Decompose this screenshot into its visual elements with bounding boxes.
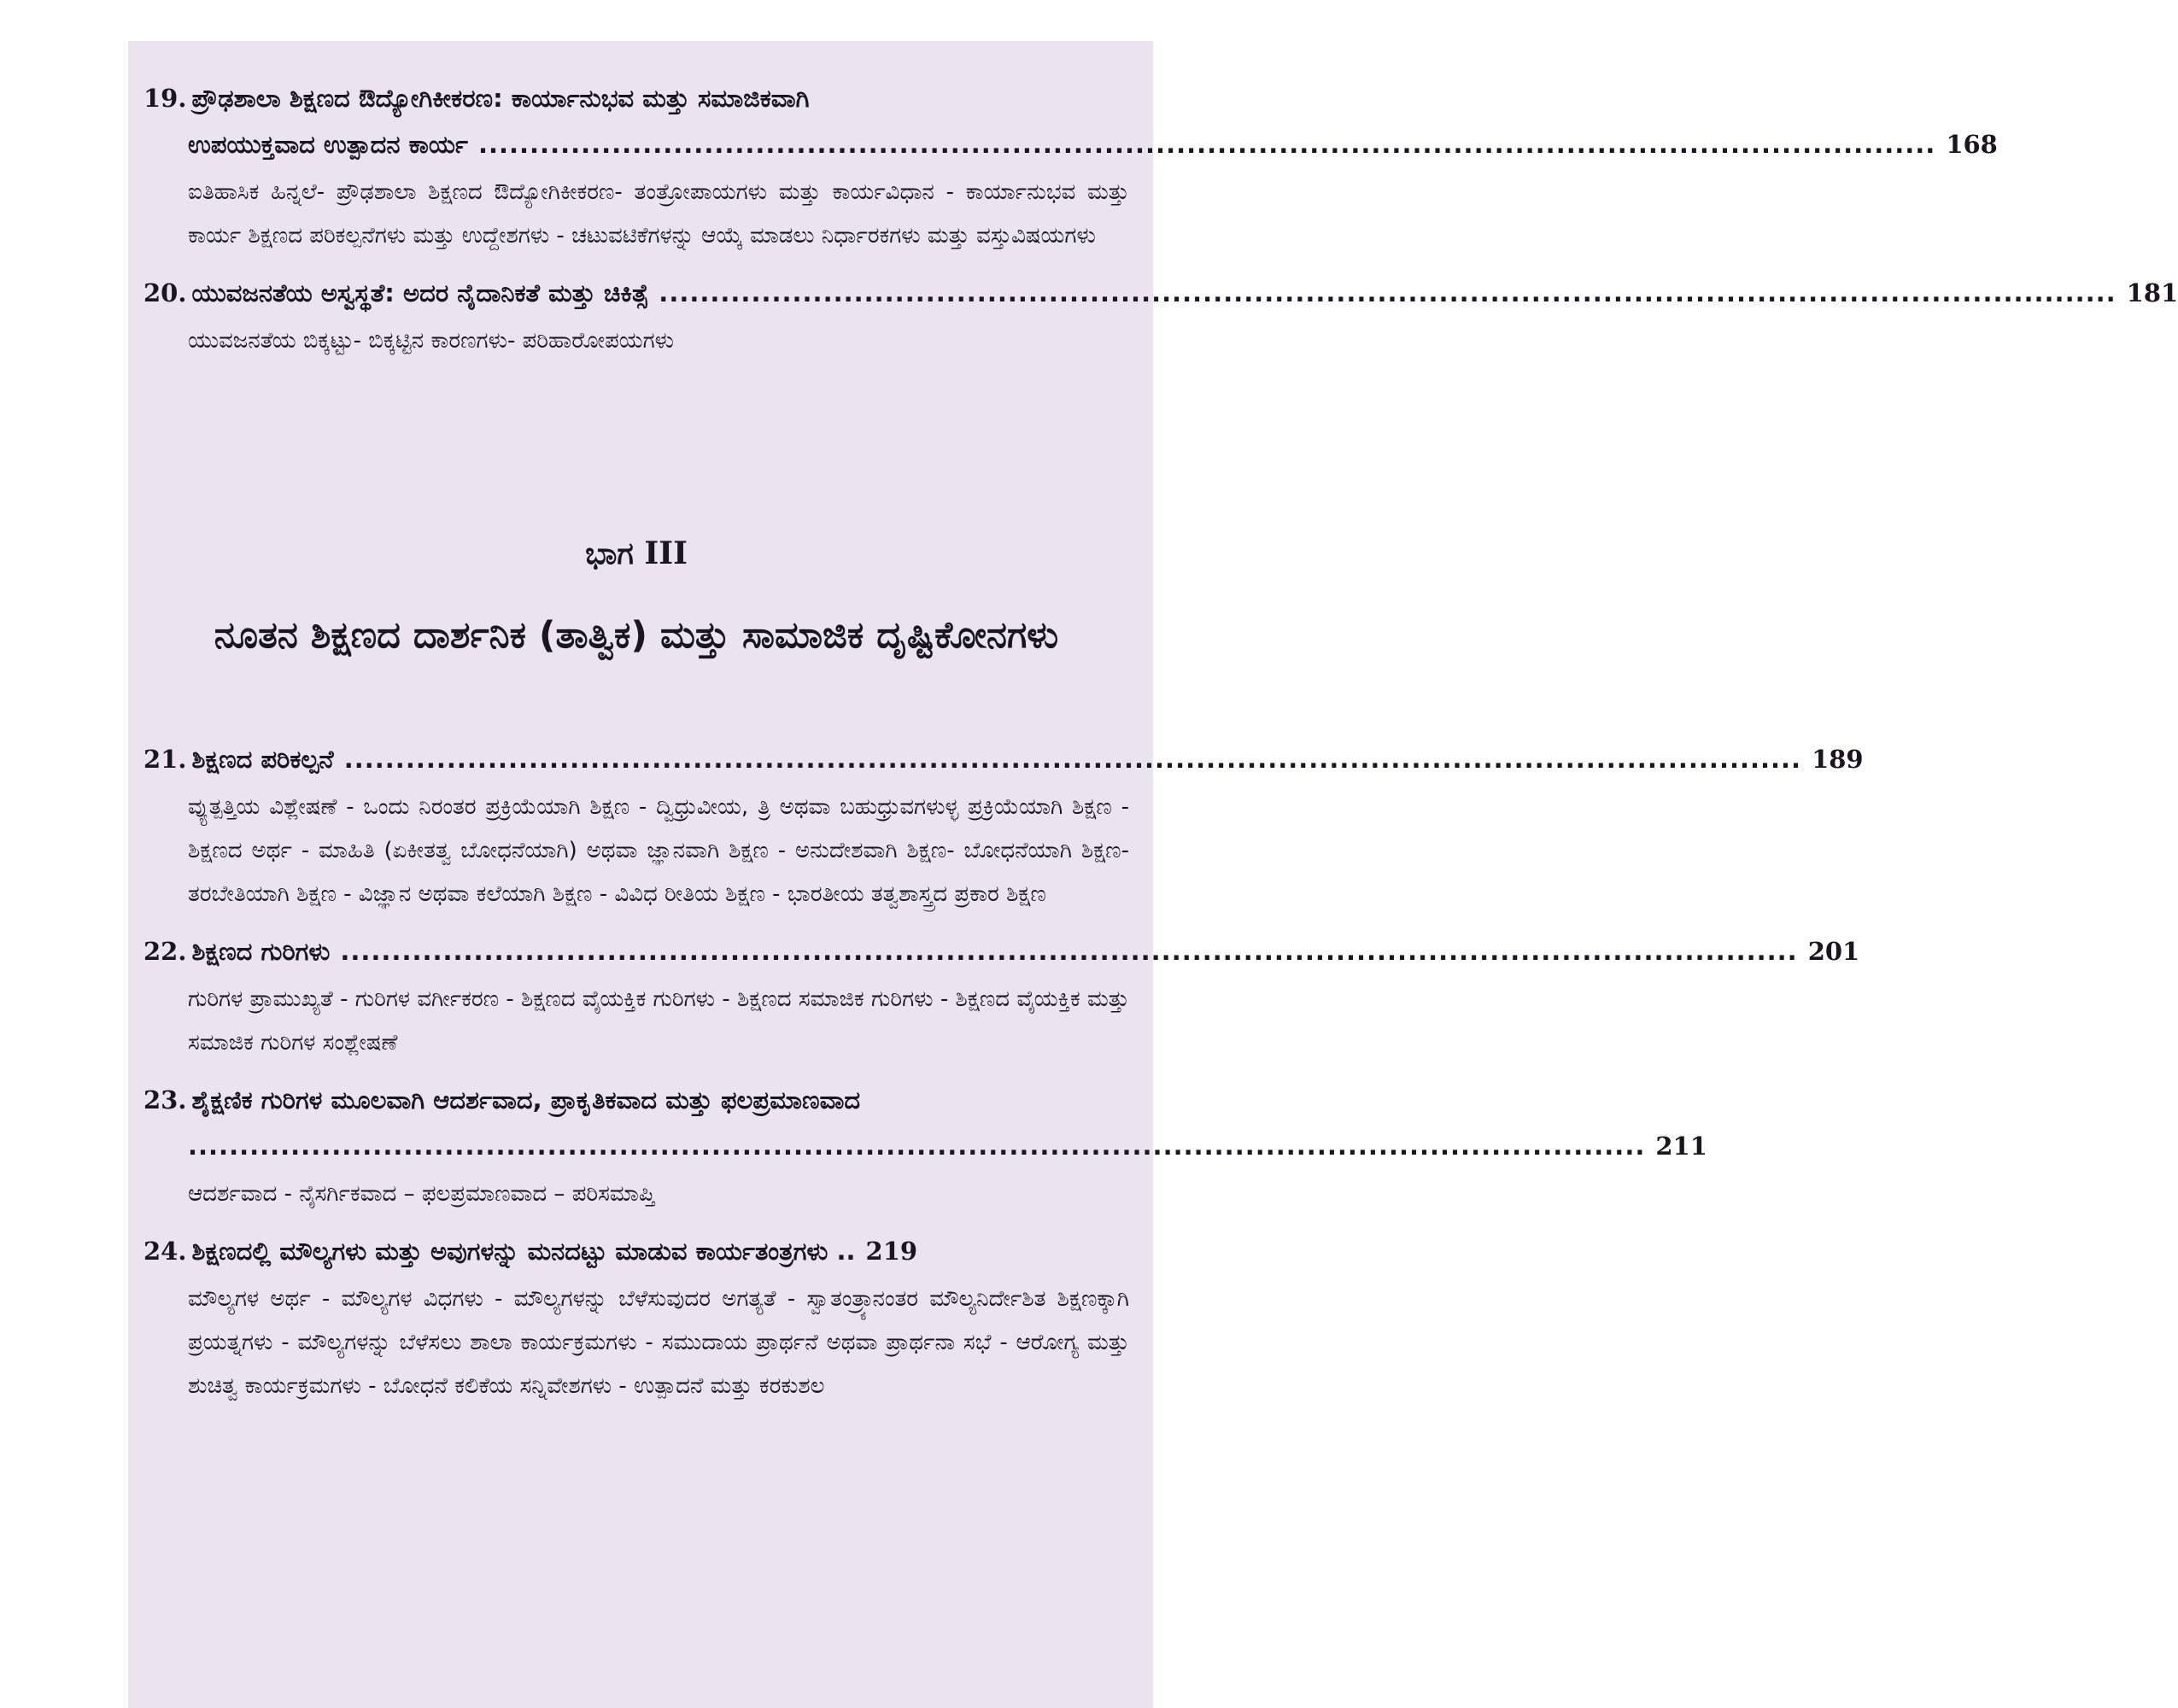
chapter-description: ವ್ಯುತ್ಪತ್ತಿಯ ವಿಶ್ಲೇಷಣೆ - ಒಂದು ನಿರಂತರ ಪ್ರಕ್ರಿಯೆಯಾಗಿ ಶಿಕ್ಷಣ - ದ್ವಿಧ್ರುವೀಯ, ತ್ರಿ ಅಥವಾ ಬಹುಧ್ರುವಗಳುಳ್ಳ ಪ್ರಕ್ರಿಯೆಯಾಗಿ ಶಿಕ್ಷಣ - ಶಿಕ್ಷಣದ ಅರ್ಥ - ಮಾಹಿತಿ (ಏಕೀತತ್ವ ಬೋಧನೆಯಾಗಿ) ಅಥವಾ ಜ್ಞಾನವಾಗಿ ಶಿಕ್ಷಣ - ಅನುದೇಶವಾಗಿ ಶಿಕ್ಷಣ- ಬೋಧನೆಯಾಗಿ ಶಿಕ್ಷಣ- ತರಬೇತಿಯಾಗಿ ಶಿಕ್ಷಣ - ವಿಜ್ಞಾನ ಅಥವಾ ಕಲೆಯಾಗಿ ಶಿಕ್ಷಣ - ವಿವಿಧ ರೀತಿಯ ಶಿಕ್ಷಣ - ಭಾರತೀಯ ತತ್ವಶಾಸ್ತ್ರದ ಪ್ರಕಾರ ಶಿಕ್ಷಣ <box>188 794 1129 907</box>
dot-leader: .............................................................................................................................................. <box>340 937 1798 966</box>
part-label <box>143 532 1129 576</box>
chapter-heading <box>143 928 1860 974</box>
page-number: 211 <box>1655 1132 1707 1161</box>
part-word: ಭಾಗ <box>585 536 634 571</box>
part-roman-numeral: III <box>644 535 688 571</box>
chapter-number: 19. <box>143 84 187 113</box>
chapter-heading <box>143 736 1864 782</box>
dot-leader: .............................................................................................................................................. <box>659 278 2117 307</box>
chapter-title: ಶೈಕ್ಷಣಿಕ ಗುರಿಗಳ ಮೂಲವಾಗಿ ಆದರ್ಶವಾದ, ಪ್ರಾಕೃತಿಕವಾದ ಮತ್ತು ಫಲಪ್ರಮಾಣವಾದ <box>191 1085 861 1114</box>
chapter-heading <box>143 75 1129 121</box>
chapter-title-line1: ಪ್ರೌಢಶಾಲಾ ಶಿಕ್ಷಣದ ಔದ್ಯೋಗಿಕೀಕರಣ: ಕಾರ್ಯಾನುಭವ ಮತ್ತು ಸಮಾಜಿಕವಾಗಿ <box>191 84 810 113</box>
toc-entry-20 <box>143 270 2178 363</box>
chapter-heading-cont <box>143 121 1998 167</box>
chapter-description: ಐತಿಹಾಸಿಕ ಹಿನ್ನಲೆ- ಪ್ರೌಢಶಾಲಾ ಶಿಕ್ಷಣದ ಔದ್ಯೋಗಿಕೀಕರಣ- ತಂತ್ರೋಪಾಯಗಳು ಮತ್ತು ಕಾರ್ಯವಿಧಾನ - ಕಾರ್ಯಾನುಭವ ಮತ್ತು ಕಾರ್ಯ ಶಿಕ್ಷಣದ ಪರಿಕಲ್ಪನೆಗಳು ಮತ್ತು ಉದ್ದೇಶಗಳು - ಚಟುವಟಿಕೆಗಳನ್ನು ಆಯ್ಕೆ ಮಾಡಲು ನಿರ್ಧಾರಕಗಳು ಮತ್ತು ವಸ್ತುವಿಷಯಗಳು <box>188 179 1129 249</box>
dot-leader: .............................................................................................................................................. <box>343 745 1802 774</box>
page-number: 219 <box>865 1237 918 1266</box>
part-heading <box>143 532 1129 670</box>
chapter-heading <box>143 1228 1129 1274</box>
page-number: 189 <box>1812 745 1864 774</box>
toc-entry-21 <box>143 736 1864 916</box>
chapter-number: 23. <box>143 1085 187 1114</box>
book-page <box>128 41 2178 1708</box>
chapter-number: 21. <box>143 745 187 774</box>
chapter-title: ಯುವಜನತೆಯ ಅಸ್ವಸ್ಥತೆ: ಅದರ ನೈದಾನಿಕತೆ ಮತ್ತು ಚಿಕಿತ್ಸೆ <box>191 278 649 307</box>
chapter-description: ಆದರ್ಶವಾದ - ನೈಸರ್ಗಿಕವಾದ – ಫಲಪ್ರಮಾಣವಾದ – ಪರಿಸಮಾಪ್ತಿ <box>188 1181 655 1207</box>
toc-entry-24 <box>143 1228 1129 1408</box>
chapter-title: ಶಿಕ್ಷಣದ ಪರಿಕಲ್ಪನೆ <box>191 745 334 774</box>
page-number: 181 <box>2126 278 2178 307</box>
dot-leader: .............................................................................................................................................. <box>188 1132 1646 1161</box>
chapter-description: ಗುರಿಗಳ ಪ್ರಾಮುಖ್ಯತೆ - ಗುರಿಗಳ ವರ್ಗೀಕರಣ - ಶಿಕ್ಷಣದ ವೈಯಕ್ತಿಕ ಗುರಿಗಳು - ಶಿಕ್ಷಣದ ಸಮಾಜಿಕ ಗುರಿಗಳು - ಶಿಕ್ಷಣದ ವೈಯಕ್ತಿಕ ಮತ್ತು ಸಮಾಜಿಕ ಗುರಿಗಳ ಸಂಶ್ಲೇಷಣೆ <box>188 986 1129 1056</box>
chapter-number: 24. <box>143 1237 187 1266</box>
toc-entry-23 <box>143 1077 1707 1216</box>
page-number: 168 <box>1946 130 1998 159</box>
toc-entry-22 <box>143 928 1860 1065</box>
chapter-number: 22. <box>143 937 187 966</box>
dot-leader: .............................................................................................................................................. <box>477 130 1936 159</box>
chapter-description: ಮೌಲ್ಯಗಳ ಅರ್ಥ - ಮೌಲ್ಯಗಳ ವಿಧಗಳು - ಮೌಲ್ಯಗಳನ್ನು ಬೆಳೆಸುವುದರ ಅಗತ್ಯತೆ - ಸ್ವಾತಂತ್ರ್ಯಾನಂತರ ಮೌಲ್ಯನಿರ್ದೇಶಿತ ಶಿಕ್ಷಣಕ್ಕಾಗಿ ಪ್ರಯತ್ನಗಳು - ಮೌಲ್ಯಗಳನ್ನು ಬೆಳೆಸಲು ಶಾಲಾ ಕಾರ್ಯಕ್ರಮಗಳು - ಸಮುದಾಯ ಪ್ರಾರ್ಥನೆ ಅಥವಾ ಪ್ರಾರ್ಥನಾ ಸಭೆ - ಆರೋಗ್ಯ ಮತ್ತು ಶುಚಿತ್ವ ಕಾರ್ಯಕ್ರಮಗಳು - ಬೋಧನೆ ಕಲಿಕೆಯ ಸನ್ನಿವೇಶಗಳು - ಉತ್ಪಾದನೆ ಮತ್ತು ಕರಕುಶಲ <box>188 1286 1129 1399</box>
chapter-number: 20. <box>143 278 187 307</box>
chapter-heading-cont <box>143 1123 1707 1169</box>
chapter-title: ಶಿಕ್ಷಣದ ಗುರಿಗಳು <box>191 937 331 966</box>
page-number: 201 <box>1807 937 1860 966</box>
chapter-heading <box>143 270 2178 316</box>
part-title: ನೂತನ ಶಿಕ್ಷಣದ ದಾರ್ಶನಿಕ (ತಾತ್ವಿಕ) ಮತ್ತು ಸಾಮಾಜಿಕ ದೃಷ್ಟಿಕೋನಗಳು <box>214 614 1059 657</box>
toc-entry-19 <box>143 75 1998 258</box>
chapter-title-line2: ಉಪಯುಕ್ತವಾದ ಉತ್ಪಾದನ ಕಾರ್ಯ <box>188 130 468 159</box>
chapter-description: ಯುವಜನತೆಯ ಬಿಕ್ಕಟ್ಟು- ಬಿಕ್ಕಟ್ಟಿನ ಕಾರಣಗಳು- ಪರಿಹಾರೋಪಯಗಳು <box>188 328 675 354</box>
chapter-title: ಶಿಕ್ಷಣದಲ್ಲಿ ಮೌಲ್ಯಗಳು ಮತ್ತು ಅವುಗಳನ್ನು ಮನದಟ್ಟು ಮಾಡುವ ಕಾರ್ಯತಂತ್ರಗಳು .. <box>191 1237 856 1266</box>
chapter-heading <box>143 1077 1129 1123</box>
